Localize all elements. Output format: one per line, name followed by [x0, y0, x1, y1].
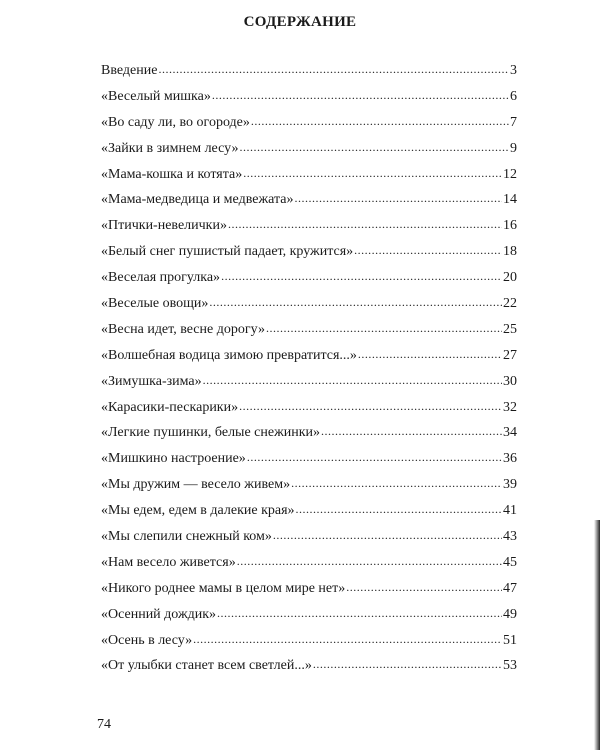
toc-entry — [101, 576, 517, 602]
dot-leader — [358, 342, 502, 368]
dot-leader — [212, 83, 509, 109]
dot-leader — [291, 471, 502, 497]
toc-entry — [101, 446, 517, 472]
toc-entry-page: 14 — [503, 192, 517, 208]
dot-leader — [273, 523, 502, 549]
toc-entry-title: «Белый снег пушистый падает, кружится» — [101, 244, 354, 260]
dot-leader — [247, 445, 502, 471]
toc-entry-title: «Веселый мишка» — [101, 88, 211, 104]
toc-entry-page: 47 — [503, 580, 517, 596]
dot-leader — [203, 368, 502, 394]
toc-entry — [101, 420, 517, 446]
toc-entry-title: «Осень в лесу» — [101, 632, 193, 648]
toc-entry-title: «Мы слепили снежный ком» — [101, 529, 272, 545]
toc-entry-title: «Во саду ли, во огороде» — [101, 114, 250, 130]
toc-entry-page: 6 — [510, 88, 517, 104]
toc-entry — [101, 395, 517, 421]
toc-entry-title: «От улыбки станет всем светлей...» — [101, 658, 312, 674]
toc-entry-title: «Птички-невелички» — [101, 218, 227, 234]
toc-entry-page: 49 — [503, 606, 517, 622]
toc-entry-page: 25 — [503, 321, 517, 337]
toc-entry — [101, 136, 517, 162]
dot-leader — [193, 627, 502, 653]
dot-leader — [237, 549, 502, 575]
toc-entry-page: 43 — [503, 529, 517, 545]
toc-entry — [101, 213, 517, 239]
toc-entry — [101, 187, 517, 213]
toc-entry — [101, 628, 517, 654]
dot-leader — [321, 419, 502, 445]
page-title: СОДЕРЖАНИЕ — [243, 14, 357, 30]
toc-entry-title: «Мы едем, едем в далекие края» — [101, 503, 295, 519]
toc-entry-page: 16 — [503, 218, 517, 234]
toc-entry-title: «Весна идет, весне дорогу» — [101, 321, 265, 337]
toc-entry-page: 7 — [510, 114, 517, 130]
toc-entry — [101, 524, 517, 550]
toc-entry-title: «Зайки в зимнем лесу» — [101, 140, 239, 156]
toc-entry — [101, 343, 517, 369]
dot-leader — [240, 135, 510, 161]
toc-entry-title: «Мама-кошка и котята» — [101, 166, 243, 182]
toc-entry-title: «Зимушка-зима» — [101, 373, 202, 389]
toc-entry-title: «Карасики-пескарики» — [101, 399, 239, 415]
toc-entry-page: 20 — [503, 270, 517, 286]
toc-entry — [101, 472, 517, 498]
table-of-contents — [101, 58, 517, 679]
toc-entry-title: «Мишкино настроение» — [101, 451, 246, 467]
toc-entry — [101, 84, 517, 110]
toc-entry-title: «Волшебная водица зимою превратится...» — [101, 347, 357, 363]
toc-entry-page: 36 — [503, 451, 517, 467]
toc-entry-page: 9 — [510, 140, 517, 156]
toc-entry — [101, 110, 517, 136]
dot-leader — [313, 652, 502, 678]
toc-entry-page: 18 — [503, 244, 517, 260]
page-edge-shadow — [594, 520, 600, 750]
toc-entry — [101, 602, 517, 628]
toc-entry — [101, 653, 517, 679]
toc-entry-title: «Никого роднее мамы в целом мире нет» — [101, 580, 346, 596]
dot-leader — [266, 316, 502, 342]
dot-leader — [217, 601, 502, 627]
dot-leader — [239, 394, 502, 420]
dot-leader — [243, 161, 502, 187]
dot-leader — [294, 186, 502, 212]
page-number: 74 — [97, 717, 111, 732]
toc-entry-page: 3 — [510, 63, 517, 78]
toc-entry-title: «Мама-медведица и медвежата» — [101, 192, 294, 208]
toc-entry-title: Введение — [101, 63, 158, 78]
toc-entry-page: 41 — [503, 503, 517, 519]
dot-leader — [354, 238, 502, 264]
toc-entry-page: 45 — [503, 554, 517, 570]
toc-entry-page: 22 — [503, 296, 517, 312]
toc-entry-title: «Мы дружим — весело живем» — [101, 477, 291, 493]
dot-leader — [346, 575, 502, 601]
toc-entry-title: «Осенний дождик» — [101, 606, 217, 622]
toc-entry-title: «Нам весело живется» — [101, 554, 236, 570]
toc-entry-title: «Веселая прогулка» — [101, 270, 221, 286]
toc-entry — [101, 317, 517, 343]
toc-entry-page: 34 — [503, 425, 517, 441]
toc-entry-page: 30 — [503, 373, 517, 389]
toc-entry-title: «Веселые овощи» — [101, 296, 209, 312]
dot-leader — [228, 212, 502, 238]
dot-leader — [221, 264, 502, 290]
dot-leader — [296, 497, 502, 523]
toc-entry — [101, 162, 517, 188]
toc-entry-page: 53 — [503, 658, 517, 674]
dot-leader — [158, 57, 509, 83]
toc-entry — [101, 550, 517, 576]
toc-entry-page: 27 — [503, 347, 517, 363]
dot-leader — [209, 290, 502, 316]
toc-entry — [101, 291, 517, 317]
toc-entry-page: 12 — [503, 166, 517, 182]
dot-leader — [251, 109, 509, 135]
toc-entry — [101, 239, 517, 265]
toc-entry-page: 51 — [503, 632, 517, 648]
toc-entry-page: 39 — [503, 477, 517, 493]
toc-entry-title: «Легкие пушинки, белые снежинки» — [101, 425, 321, 441]
toc-entry-page: 32 — [503, 399, 517, 415]
toc-entry — [101, 369, 517, 395]
toc-entry — [101, 498, 517, 524]
toc-entry — [101, 265, 517, 291]
toc-entry — [101, 58, 517, 84]
